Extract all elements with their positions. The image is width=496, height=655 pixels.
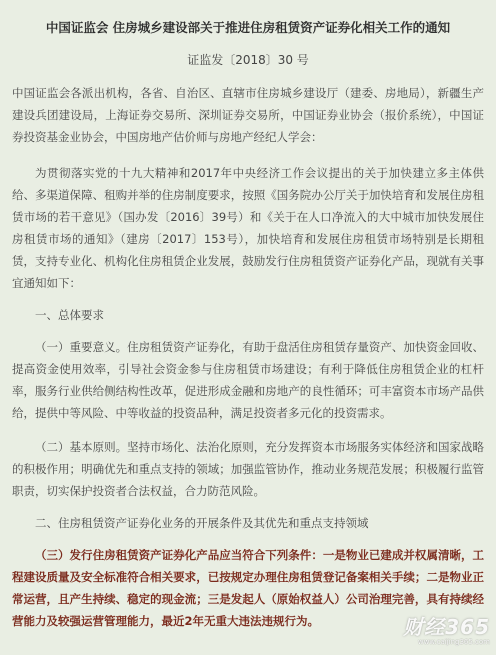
section-2-heading: 二、住房租赁资产证券化业务的开展条件及其优先和重点支持领域 (35, 516, 369, 530)
item-3-paragraph: （三）发行住房租赁资产证券化产品应当符合下列条件：一是物业已建成并权属清晰，工程建设质量及安全标准符合相关要求，已按规定办理住房租赁登记备案相关手续；二是物业正常运营，且产生持续、稳定的现金流；三是发起人（原始权益人）公司治理完善，具有持续经营能力及较强运营管理能力，最近2年无重大违法违规行为。 (12, 548, 484, 628)
watermark-logo: 财经365 (403, 615, 490, 639)
notice-document (12, 10, 484, 632)
section-1-heading: 一、总体要求 (35, 308, 104, 322)
item-1-paragraph: （一）重要意义。住房租赁资产证券化，有助于盘活住房租赁存量资产、加快资金回收、提高资金使用效率，引导社会资金参与住房租赁市场建设；有利于降低住房租赁企业的杠杆率，服务行业供给侧结构性改革，促进形成金融和房地产的良性循环；可丰富资本市场产品供给，提供中等风险、中等收益的投资品种，满足投资者多元化的投资需求。 (12, 340, 484, 420)
item-2-paragraph: （二）基本原则。坚持市场化、法治化原则，充分发挥资本市场服务实体经济和国家战略的积极作用；明确优先和重点支持的领域；加强监管协作，推动业务规范发展；积极履行监管职责，切实保护投资者合法权益，合力防范风险。 (12, 440, 484, 498)
intro-paragraph: 为贯彻落实党的十九大精神和2017年中央经济工作会议提出的关于加快建立多主体供给、多渠道保障、租购并举的住房制度要求，按照《国务院办公厅关于加快培育和发展住房租赁市场的若干意见》（国办发〔2016〕39号）和《关于在人口净流入的大中城市加快发展住房租赁市场的通知》（建房〔2017〕153号），加快培育和发展住房租赁市场特别是长期租赁，支持专业化、机构化住房租赁企业发展，鼓励发行住房租赁资产证券化产品，现就有关事宜通知如下： (12, 166, 484, 290)
site-watermark (403, 616, 490, 647)
document-title: 中国证监会 住房城乡建设部关于推进住房租赁资产证券化相关工作的通知 (45, 20, 451, 35)
document-number: 证监发〔2018〕30 号 (187, 53, 309, 67)
watermark-url: www.caijing365.com (417, 638, 490, 646)
addressee-paragraph: 中国证监会各派出机构，各省、自治区、直辖市住房城乡建设厅（建委、房地局），新疆生产建设兵团建设局，上海证券交易所、深圳证券交易所，中国证券业协会（报价系统），中国证券投资基金业协会，中国房地产估价师与房地产经纪人学会： (12, 86, 484, 144)
